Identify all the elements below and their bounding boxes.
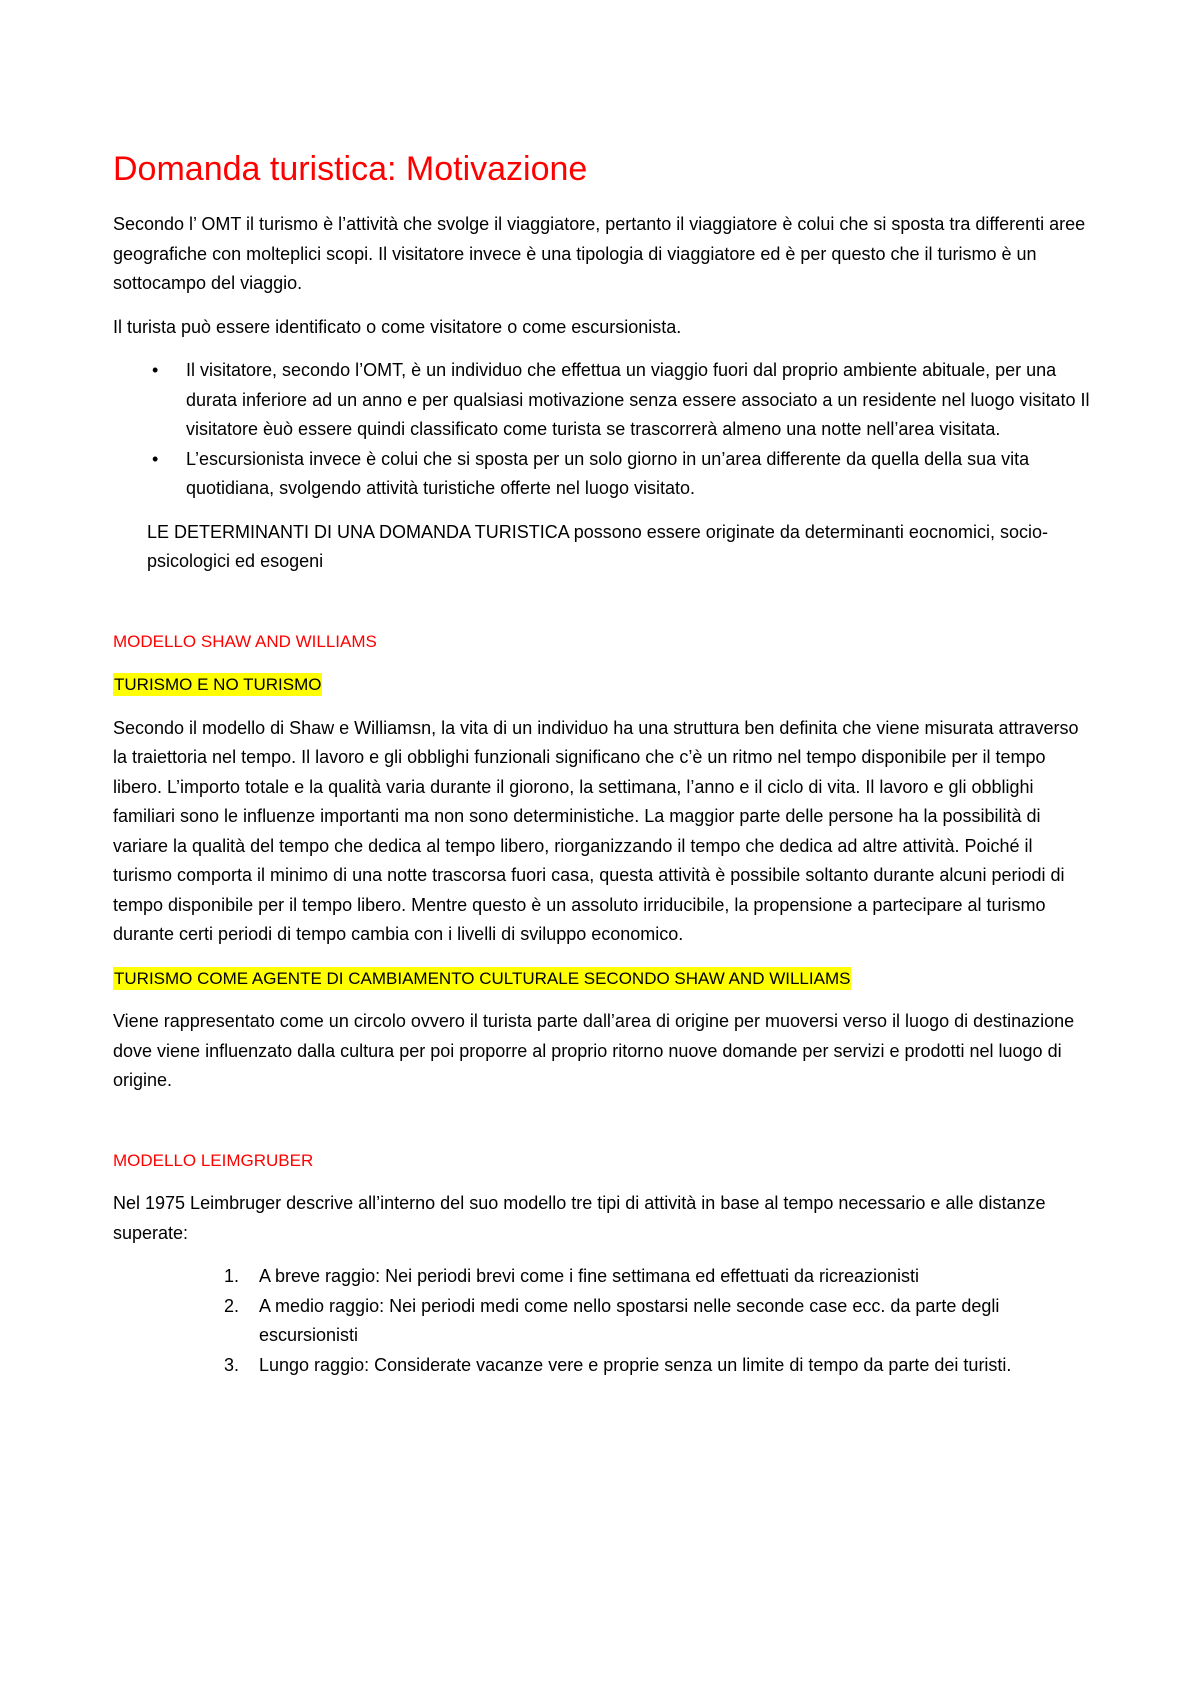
list-item-text: L’escursionista invece è colui che si sposta per un solo giorno in un’area differente da quella della sua vita quotidiana, svolgendo attività turistiche offerte nel luogo visitato. xyxy=(186,448,1030,498)
list-item-text: Lungo raggio: Considerate vacanze vere e proprie senza un limite di tempo da parte dei turisti. xyxy=(259,1354,1012,1375)
bullet-icon: • xyxy=(152,448,159,469)
agente-paragraph: Viene rappresentato come un circolo ovvero il turista parte dall’area di origine per muoversi verso il luogo di destinazione dove viene influenzato dalla cultura per poi proporre al proprio ritorno nuove domande per servizi e prodotti nel luogo di origine. xyxy=(113,1011,1075,1090)
subheading-wrap xyxy=(113,670,1093,700)
list-item xyxy=(224,1262,1093,1292)
subheading-wrap xyxy=(113,964,1093,994)
definitions-list xyxy=(113,356,1093,504)
list-item-text: Il visitatore, secondo l’OMT, è un individuo che effettua un viaggio fuori dal proprio ambiente abituale, per una durata inferiore ad un anno e per qualsiasi motivazione senza essere associato a un residente nel luogo visitato Il visitatore èuò essere quindi classificato come turista se trascorrerà almeno una notte nell’area visitata. xyxy=(186,360,1090,439)
highlighted-subheading-agente: TURISMO COME AGENTE DI CAMBIAMENTO CULTURALE SECONDO SHAW AND WILLIAMS xyxy=(114,968,851,988)
list-item xyxy=(224,1292,1093,1351)
document-body xyxy=(113,146,1093,1380)
list-item xyxy=(152,445,1093,504)
bullet-icon: • xyxy=(152,360,159,380)
list-number: 3. xyxy=(224,1354,240,1375)
turismo-paragraph: Secondo il modello di Shaw e Williamsn, la vita di un individuo ha una struttura ben definita che viene misurata attraverso la traiettoria nel tempo. Il lavoro e gli obblighi funzionali significano che c’è un ritmo nel tempo disponibile per il tempo libero. L’importo totale e la qualità varia durante il giorono, la settimana, l’anno e il ciclo di vita. Il lavoro e gli obblighi familiari sono le influenze importanti ma non sono deterministiche. La maggior parte delle persone ha la possibilità di variare la qualità del tempo che dedica al tempo libero, riorganizzando il tempo che dedica ad altre attività. Poiché il turismo comporta il minimo di una notte trascorsa fuori casa, questa attività è possibile soltanto durante alcuni periodi di tempo disponibile per il tempo libero. Mentre questo è un assoluto irriducibile, la propensione a partecipare al turismo durante certi periodi di tempo cambia con i livelli di sviluppo economico. xyxy=(113,717,1079,944)
list-item-text: A medio raggio: Nei periodi medi come nello spostarsi nelle seconde case ecc. da parte degli escursionisti xyxy=(259,1295,1000,1345)
determinanti-paragraph: LE DETERMINANTI DI UNA DOMANDA TURISTICA possono essere originate da determinanti eocnomici, socio-psicologici ed esogeni xyxy=(147,521,1048,571)
leimgruber-paragraph: Nel 1975 Leimbruger descrive all’interno del suo modello tre tipi di attività in base al tempo necessario e alle distanze superate: xyxy=(113,1193,1046,1243)
highlighted-subheading-turismo: TURISMO E NO TURISMO xyxy=(114,675,322,694)
page-title: Domanda turistica: Motivazione xyxy=(113,150,588,188)
list-number: 1. xyxy=(224,1266,240,1286)
list-item xyxy=(152,356,1093,445)
leimgruber-list xyxy=(113,1262,1093,1380)
turista-paragraph: Il turista può essere identificato o come visitatore o come escursionista. xyxy=(113,316,682,337)
section-heading-leimgruber: MODELLO LEIMGRUBER xyxy=(113,1150,314,1170)
intro-paragraph: Secondo l’ OMT il turismo è l’attività che svolge il viaggiatore, pertanto il viaggiatore è colui che si sposta tra differenti aree geografiche con molteplici scopi. Il visitatore invece è una tipologia di viaggiatore ed è per questo che il turismo è un sottocampo del viaggio. xyxy=(113,214,1086,293)
list-number: 2. xyxy=(224,1295,240,1316)
list-item xyxy=(224,1351,1093,1381)
section-heading-shaw: MODELLO SHAW AND WILLIAMS xyxy=(113,631,377,651)
list-item-text: A breve raggio: Nei periodi brevi come i fine settimana ed effettuati da ricreazionisti xyxy=(259,1266,920,1286)
